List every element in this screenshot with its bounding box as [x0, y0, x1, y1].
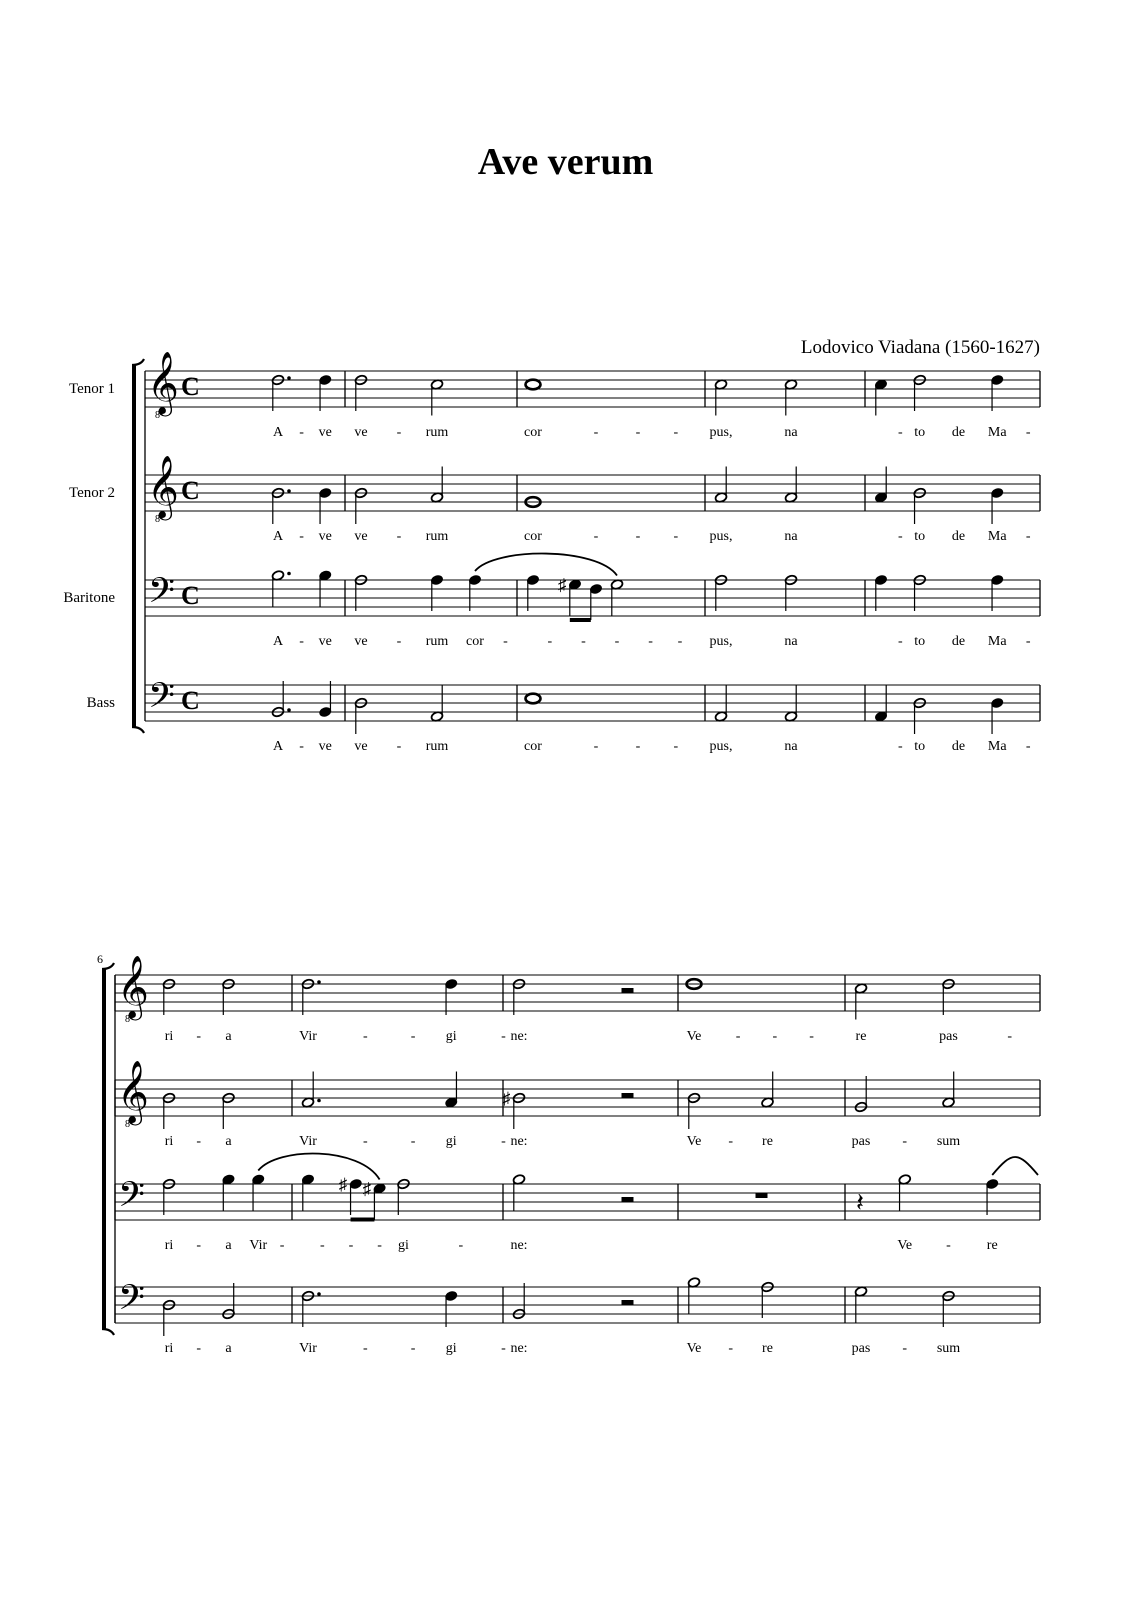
sharp-icon: ♯ [338, 1175, 348, 1194]
dot-mark [287, 489, 291, 493]
treble-clef-icon [117, 1062, 149, 1130]
dot-mark [317, 980, 321, 984]
quarter-rest-icon: 𝄽 [856, 1188, 864, 1217]
staff-label: Tenor 2 [68, 485, 115, 501]
system-bracket [102, 969, 106, 1329]
lyric-hyphen: - [319, 1238, 325, 1253]
composer-credit: Lodovico Viadana (1560-1627) [800, 337, 1040, 358]
octave-eight: 8 [125, 1014, 130, 1025]
lyric-hyphen: - [1025, 529, 1031, 544]
dot-mark [317, 1292, 321, 1296]
lyric-syllable: rum [425, 425, 449, 440]
slur-mark [258, 1153, 379, 1179]
lyric-hyphen: - [581, 634, 586, 649]
lyric-hyphen: - [279, 1238, 285, 1253]
lyric-syllable: gi [445, 1029, 457, 1044]
lyric-syllable: a [225, 1238, 232, 1253]
lyric-hyphen: - [501, 1341, 506, 1356]
lyric-syllable: pas [851, 1341, 871, 1356]
lyric-syllable: de [951, 425, 966, 440]
lyric-syllable: de [951, 739, 966, 754]
lyric-syllable: de [951, 529, 966, 544]
lyric-syllable: a [225, 1341, 232, 1356]
lyric-hyphen: - [902, 1341, 908, 1356]
sharp-icon: ♯ [502, 1089, 511, 1108]
whole-rest [756, 1193, 768, 1198]
slur-mark [475, 554, 617, 576]
lyric-syllable: to [914, 529, 926, 544]
dot-mark [317, 1099, 321, 1103]
lyric-hyphen: - [673, 529, 679, 544]
sharp-icon: ♯ [558, 575, 567, 595]
treble-clef-icon [117, 957, 149, 1025]
lyric-syllable: ne: [510, 1341, 528, 1356]
svg-text:𝄢: 𝄢 [148, 573, 176, 619]
lyric-syllable: cor [524, 425, 542, 440]
lyric-syllable: Ve [686, 1134, 702, 1149]
lyric-syllable: na [784, 739, 798, 754]
lyric-hyphen: - [898, 425, 903, 440]
lyric-syllable: pas [939, 1029, 958, 1044]
lyric-hyphen: - [196, 1341, 202, 1356]
lyric-hyphen: - [1025, 634, 1031, 649]
lyric-hyphen: - [396, 634, 402, 649]
lyric-syllable: re [762, 1134, 773, 1149]
half-rest [622, 1197, 634, 1202]
lyric-syllable: ne: [510, 1029, 528, 1044]
lyric-syllable: pus, [709, 634, 733, 649]
lyric-syllable: cor [466, 634, 484, 649]
lyric-syllable: gi [445, 1134, 457, 1149]
svg-text:𝄢: 𝄢 [148, 678, 176, 724]
lyric-hyphen: - [458, 1238, 464, 1253]
lyric-hyphen: - [362, 1134, 368, 1149]
lyric-syllable: ve [354, 739, 368, 754]
measure-number: 6 [97, 952, 103, 966]
lyric-hyphen: - [362, 1341, 368, 1356]
lyric-hyphen: - [728, 1134, 734, 1149]
lyric-hyphen: - [501, 1029, 506, 1044]
common-time-icon: C [181, 372, 200, 401]
lyric-hyphen: - [503, 634, 508, 649]
half-rest [622, 988, 634, 993]
svg-text:𝄢: 𝄢 [118, 1177, 146, 1223]
lyric-syllable: gi [445, 1341, 457, 1356]
lyric-syllable: Ma [987, 634, 1007, 649]
lyric-syllable: ne: [510, 1134, 528, 1149]
lyric-hyphen: - [1025, 425, 1031, 440]
lyric-syllable: Ma [987, 739, 1007, 754]
lyric-syllable: pas [851, 1134, 871, 1149]
staff-label: Tenor 1 [68, 381, 115, 397]
sharp-icon: ♯ [362, 1179, 372, 1199]
lyric-syllable: ri [164, 1238, 174, 1253]
svg-text:𝄞: 𝄞 [147, 353, 179, 413]
lyric-hyphen: - [396, 425, 402, 440]
whole-note [526, 380, 541, 390]
page-title: Ave verum [477, 141, 654, 183]
lyric-syllable: sum [936, 1134, 961, 1149]
lyric-syllable: Ma [987, 425, 1007, 440]
lyric-hyphen: - [377, 1238, 382, 1253]
lyric-hyphen: - [898, 634, 903, 649]
lyric-syllable: ve [318, 739, 332, 754]
lyric-syllable: A [272, 529, 284, 544]
lyric-hyphen: - [946, 1238, 951, 1253]
lyric-hyphen: - [898, 529, 903, 544]
lyric-syllable: Vir [299, 1029, 317, 1044]
lyric-hyphen: - [635, 739, 641, 754]
lyric-hyphen: - [902, 1134, 908, 1149]
lyric-hyphen: - [410, 1134, 416, 1149]
lyric-hyphen: - [728, 1341, 734, 1356]
lyric-hyphen: - [196, 1134, 202, 1149]
bass-clef-icon [148, 573, 175, 619]
lyric-hyphen: - [772, 1029, 778, 1044]
bass-clef-icon [118, 1177, 145, 1223]
lyric-hyphen: - [410, 1029, 416, 1044]
dot-mark [287, 572, 291, 576]
system-bracket [132, 365, 136, 727]
octave-eight: 8 [155, 514, 160, 525]
lyric-syllable: rum [425, 634, 449, 649]
lyric-syllable: ve [354, 425, 368, 440]
lyric-hyphen: - [677, 634, 683, 649]
lyric-syllable: re [855, 1029, 867, 1044]
lyric-hyphen: - [299, 739, 304, 754]
treble-clef-icon [147, 353, 179, 421]
treble-clef-icon [147, 457, 179, 525]
lyric-hyphen: - [348, 1238, 354, 1253]
bracket-hook [102, 1329, 114, 1335]
lyric-syllable: ri [164, 1029, 174, 1044]
lyric-syllable: Ve [897, 1238, 913, 1253]
lyric-syllable: pus, [709, 425, 733, 440]
common-time-icon: C [181, 686, 200, 715]
lyric-syllable: ri [164, 1134, 174, 1149]
lyric-syllable: sum [936, 1341, 961, 1356]
lyric-syllable: ve [318, 529, 332, 544]
lyric-hyphen: - [501, 1134, 506, 1149]
lyric-syllable: pus, [709, 529, 733, 544]
lyric-hyphen: - [196, 1238, 202, 1253]
svg-text:𝄞: 𝄞 [117, 1062, 149, 1122]
lyric-hyphen: - [396, 529, 402, 544]
lyric-syllable: Ve [686, 1341, 702, 1356]
lyric-syllable: ri [164, 1341, 174, 1356]
svg-text:𝄞: 𝄞 [147, 457, 179, 517]
lyric-syllable: ve [318, 425, 332, 440]
lyric-hyphen: - [673, 739, 679, 754]
lyric-syllable: a [225, 1134, 232, 1149]
half-rest [622, 1093, 634, 1098]
lyric-syllable: Vir [249, 1238, 268, 1253]
common-time-icon: C [181, 476, 200, 505]
lyric-syllable: a [225, 1029, 232, 1044]
staff-label: Bass [86, 695, 115, 711]
lyric-syllable: gi [398, 1238, 409, 1253]
lyric-syllable: ve [318, 634, 332, 649]
octave-eight: 8 [155, 410, 160, 421]
lyric-hyphen: - [362, 1029, 368, 1044]
lyric-syllable: cor [524, 529, 542, 544]
lyric-hyphen: - [1007, 1029, 1013, 1044]
svg-text:𝄢: 𝄢 [118, 1280, 146, 1326]
lyric-syllable: na [784, 634, 798, 649]
bass-clef-icon [148, 678, 175, 724]
lyric-syllable: re [762, 1341, 773, 1356]
lyric-hyphen: - [593, 739, 599, 754]
lyric-hyphen: - [673, 425, 679, 440]
lyric-hyphen: - [809, 1029, 814, 1044]
lyric-syllable: na [784, 425, 798, 440]
lyric-syllable: A [272, 425, 284, 440]
lyric-hyphen: - [614, 634, 620, 649]
lyric-syllable: Vir [299, 1341, 317, 1356]
lyric-syllable: pus, [709, 739, 733, 754]
lyric-syllable: Vir [299, 1134, 317, 1149]
lyric-syllable: Ve [686, 1029, 702, 1044]
lyric-syllable: ve [354, 529, 368, 544]
lyric-hyphen: - [898, 739, 903, 754]
lyric-hyphen: - [1025, 739, 1031, 754]
lyric-syllable: de [951, 634, 966, 649]
octave-eight: 8 [125, 1119, 130, 1130]
lyric-syllable: ve [354, 634, 368, 649]
lyric-syllable: A [272, 634, 284, 649]
svg-text:𝄞: 𝄞 [117, 957, 149, 1017]
lyric-hyphen: - [299, 634, 304, 649]
staff-label: Baritone [63, 590, 115, 606]
dot-mark [287, 708, 291, 712]
lyric-hyphen: - [396, 739, 402, 754]
lyric-syllable: cor [524, 739, 542, 754]
bracket-hook [132, 727, 144, 733]
lyric-hyphen: - [593, 425, 599, 440]
bracket-hook [102, 963, 114, 969]
dot-mark [287, 376, 291, 380]
lyric-syllable: Ma [987, 529, 1007, 544]
lyric-syllable: to [914, 634, 926, 649]
common-time-icon: C [181, 581, 200, 610]
lyric-hyphen: - [547, 634, 553, 649]
lyric-syllable: rum [425, 739, 449, 754]
lyric-hyphen: - [593, 529, 599, 544]
lyric-syllable: to [914, 425, 926, 440]
bass-clef-icon [118, 1280, 145, 1326]
half-rest [622, 1300, 634, 1305]
lyric-syllable: na [784, 529, 798, 544]
lyric-hyphen: - [648, 634, 653, 649]
lyric-syllable: to [914, 739, 926, 754]
lyric-hyphen: - [410, 1341, 416, 1356]
lyric-hyphen: - [196, 1029, 202, 1044]
whole-note [526, 694, 541, 704]
lyric-hyphen: - [299, 425, 304, 440]
lyric-hyphen: - [635, 425, 641, 440]
lyric-hyphen: - [635, 529, 641, 544]
lyric-syllable: ne: [510, 1238, 528, 1253]
bracket-hook [132, 359, 144, 365]
lyric-hyphen: - [735, 1029, 741, 1044]
lyric-syllable: re [986, 1238, 998, 1253]
slur-mark [992, 1157, 1038, 1175]
lyric-syllable: A [272, 739, 284, 754]
lyric-syllable: rum [425, 529, 449, 544]
lyric-hyphen: - [299, 529, 304, 544]
